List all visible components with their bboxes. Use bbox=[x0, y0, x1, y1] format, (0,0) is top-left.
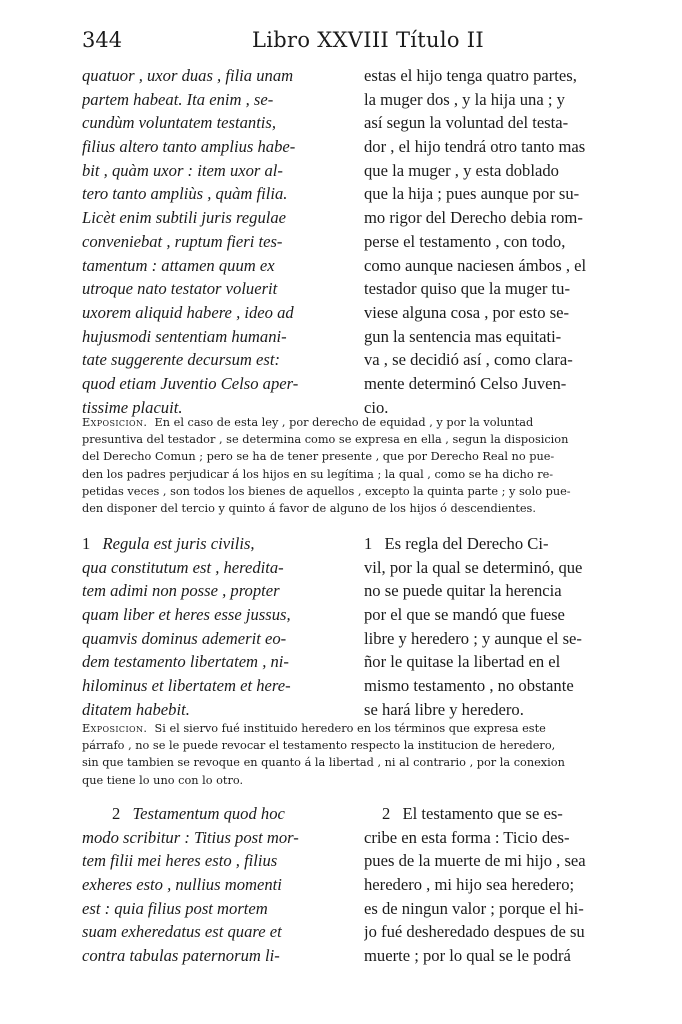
exposicion-label: Exposicion. bbox=[82, 722, 148, 735]
latin-line: tem filii mei heres esto , filius bbox=[82, 851, 278, 871]
exposicion-line: petidas veces , son todos los bienes de aquellos , excepto la quinta parte ; y solo pue- bbox=[82, 484, 571, 498]
spanish-line: así segun la voluntad del testa- bbox=[364, 113, 569, 133]
spanish-line: mo rigor del Derecho debia rom- bbox=[364, 208, 583, 228]
latin-line: Testamentum quod hoc bbox=[132, 804, 285, 823]
paragraph-number: 1 bbox=[82, 534, 91, 553]
latin-line: utroque nato testator voluerit bbox=[82, 279, 278, 299]
spanish-column-block-2 bbox=[364, 532, 626, 722]
spanish-line: es de ningun valor ; porque el hi- bbox=[364, 898, 584, 918]
spanish-line: cribe en esta forma : Ticio des- bbox=[364, 827, 570, 847]
latin-line: tissime placuit. bbox=[82, 397, 183, 417]
latin-line: Licèt enim subtili juris regulae bbox=[82, 208, 287, 228]
spanish-line: como aunque naciesen ámbos , el bbox=[364, 255, 587, 275]
latin-column-block-1 bbox=[82, 64, 357, 419]
latin-line: hilominus et libertatem et here- bbox=[82, 676, 291, 696]
spanish-line: mente determinó Celso Juven- bbox=[364, 373, 567, 393]
spanish-line: ñor le quitase la libertad en el bbox=[364, 652, 561, 672]
spanish-line: estas el hijo tenga quatro partes, bbox=[364, 66, 577, 85]
spanish-line: por el que se mandó que fuese bbox=[364, 605, 565, 625]
spanish-line: pues de la muerte de mi hijo , sea bbox=[364, 851, 586, 871]
latin-line: hujusmodi sententiam humani- bbox=[82, 326, 287, 346]
latin-line: contra tabulas paternorum li- bbox=[82, 946, 280, 966]
exposicion-line: presuntiva del testador , se determina como se expresa en ella , segun la disposicion bbox=[82, 433, 569, 447]
spanish-column-block-1 bbox=[364, 64, 626, 419]
latin-line: ditatem habebit. bbox=[82, 699, 190, 719]
spanish-line: la muger dos , y la hija una ; y bbox=[364, 89, 565, 109]
latin-line: uxorem aliquid habere , ideo ad bbox=[82, 302, 294, 322]
latin-line: quamvis dominus ademerit eo- bbox=[82, 628, 287, 648]
spanish-line: mismo testamento , no obstante bbox=[364, 676, 574, 696]
latin-line: bit , quàm uxor : item uxor al- bbox=[82, 160, 283, 180]
exposicion-line: Si el siervo fué instituido heredero en los términos que expresa este bbox=[154, 722, 546, 735]
exposicion-line: En el caso de esta ley , por derecho de equidad , y por la voluntad bbox=[154, 416, 534, 429]
spanish-line: libre y heredero ; y aunque el se- bbox=[364, 628, 582, 648]
paragraph-number: 2 bbox=[382, 804, 391, 823]
exposicion-line: sin que tambien se revoque en quanto á la libertad , ni al contrario , por la conexion bbox=[82, 756, 565, 770]
spanish-line: El testamento que se es- bbox=[402, 804, 563, 823]
spanish-line: gun la sentencia mas equitati- bbox=[364, 326, 562, 346]
exposicion-block-2 bbox=[82, 720, 627, 789]
spanish-line: cio. bbox=[364, 397, 389, 417]
latin-column-block-3 bbox=[82, 802, 357, 968]
latin-line: tero tanto ampliùs , quàm filia. bbox=[82, 184, 288, 204]
latin-line: est : quia filius post mortem bbox=[82, 898, 268, 918]
spanish-line: que la hija ; pues aunque por su- bbox=[364, 184, 580, 204]
spanish-line: no se puede quitar la herencia bbox=[364, 581, 562, 601]
exposicion-line: den disponer del tercio y quinto á favor de alguno de los hijos ó descendientes. bbox=[82, 501, 536, 515]
spanish-line: heredero , mi hijo sea heredero; bbox=[364, 875, 575, 895]
latin-line: partem habeat. Ita enim , se- bbox=[82, 89, 274, 109]
page-number: 344 bbox=[82, 28, 123, 52]
spanish-column-block-3 bbox=[364, 802, 626, 968]
latin-line: quod etiam Juventio Celso aper- bbox=[82, 373, 299, 393]
exposicion-label: Exposicion. bbox=[82, 416, 148, 429]
latin-line: exheres esto , nullius momenti bbox=[82, 875, 282, 895]
spanish-line: se hará libre y heredero. bbox=[364, 699, 524, 719]
spanish-line: testador quiso que la muger tu- bbox=[364, 279, 570, 299]
running-head-title: Libro XXVIII Título II bbox=[252, 28, 485, 52]
latin-line: cundùm voluntatem testantis, bbox=[82, 113, 277, 133]
latin-line: suam exheredatus est quare et bbox=[82, 922, 282, 942]
paragraph-number: 1 bbox=[364, 534, 373, 553]
spanish-line: va , se decidió así , como clara- bbox=[364, 350, 573, 370]
latin-line: dem testamento libertatem , ni- bbox=[82, 652, 289, 672]
latin-line: modo scribitur : Titius post mor- bbox=[82, 827, 299, 847]
paragraph-number: 2 bbox=[112, 804, 121, 823]
latin-line: Regula est juris civilis, bbox=[102, 534, 255, 553]
latin-line: qua constitutum est , heredita- bbox=[82, 557, 284, 577]
latin-line: tate suggerente decursum est: bbox=[82, 350, 280, 370]
running-header bbox=[82, 28, 622, 56]
spanish-line: muerte ; por lo qual se le podrá bbox=[364, 946, 571, 966]
exposicion-line: del Derecho Comun ; pero se ha de tener presente , que por Derecho Real no pue- bbox=[82, 450, 555, 464]
spanish-line: Es regla del Derecho Ci- bbox=[384, 534, 549, 553]
spanish-line: dor , el hijo tendrá otro tanto mas bbox=[364, 137, 586, 157]
latin-line: quam liber et heres esse jussus, bbox=[82, 605, 291, 625]
spanish-line: vil, por la qual se determinó, que bbox=[364, 557, 583, 577]
spanish-line: que la muger , y esta doblado bbox=[364, 160, 559, 180]
exposicion-line: que tiene lo uno con lo otro. bbox=[82, 773, 244, 787]
exposicion-line: párrafo , no se le puede revocar el testamento respecto la institucion de heredero, bbox=[82, 739, 556, 753]
latin-line: tamentum : attamen quum ex bbox=[82, 255, 275, 275]
latin-line: quatuor , uxor duas , filia unam bbox=[82, 66, 294, 85]
latin-line: tem adimi non posse , propter bbox=[82, 581, 280, 601]
latin-column-block-2 bbox=[82, 532, 357, 722]
latin-line: conveniebat , ruptum fieri tes- bbox=[82, 231, 283, 251]
spanish-line: perse el testamento , con todo, bbox=[364, 231, 566, 251]
spanish-line: jo fué desheredado despues de su bbox=[364, 922, 585, 942]
spanish-line: viese alguna cosa , por esto se- bbox=[364, 302, 570, 322]
exposicion-block-1 bbox=[82, 414, 627, 517]
latin-line: filius altero tanto amplius habe- bbox=[82, 137, 296, 157]
exposicion-line: den los padres perjudicar á los hijos en su legítima ; la qual , como se ha dicho re- bbox=[82, 467, 554, 481]
